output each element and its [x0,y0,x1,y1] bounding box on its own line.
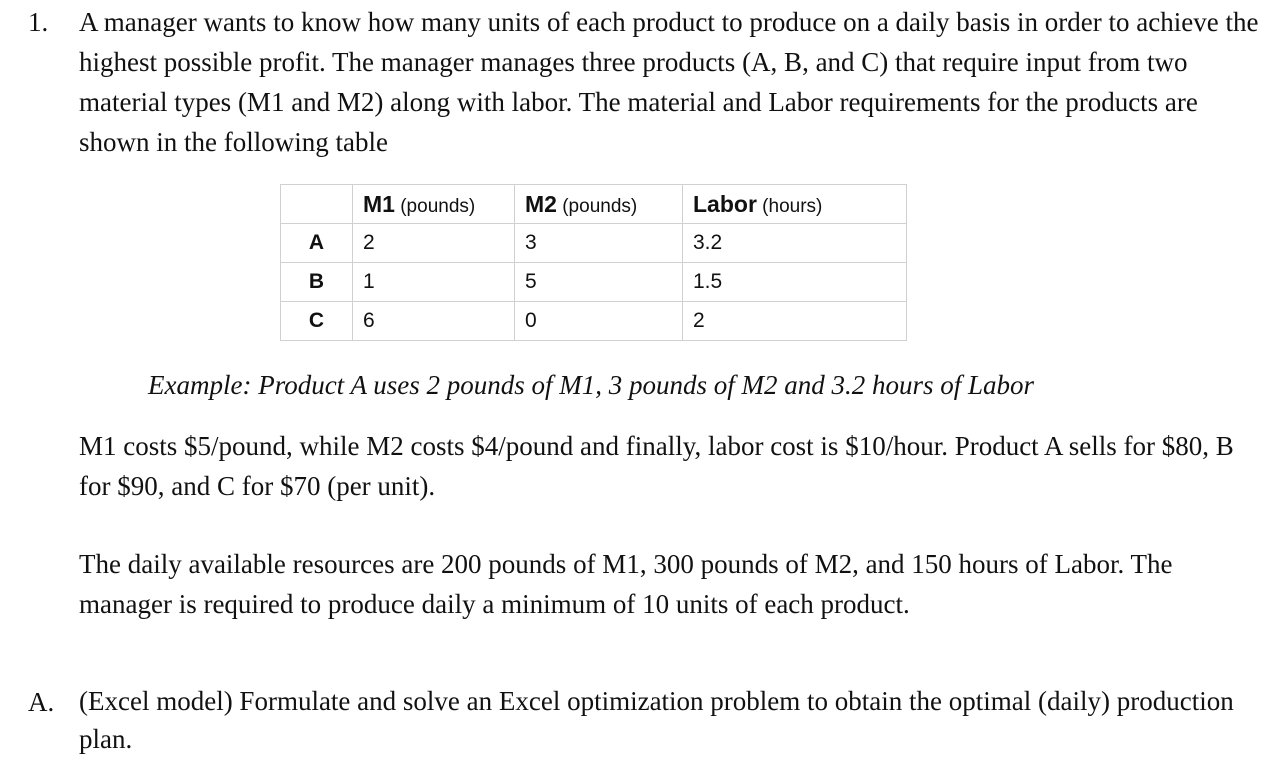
header-m1 [353,185,515,224]
part-a-label: A. [28,687,55,717]
question-intro: A manager wants to know how many units of each product to produce on a daily basis in order to achieve the highest possible profit. The manager manages three products (A, B, and C) that require input from two material types (M1 and M2) along with labor. The material and Labor requirements for the products are shown in the following table [79,7,1259,157]
cell-labor: 2 [683,302,907,341]
cell-m1: 1 [353,263,515,302]
resources-paragraph: The daily available resources are 200 pounds of M1, 300 pounds of M2, and 150 hours of Labor. The manager is required to produce daily a minimum of 10 units of each product. [79,549,1173,619]
cell-labor: 3.2 [683,224,907,263]
header-labor [683,185,907,224]
cell-labor: 1.5 [683,263,907,302]
header-m1-label: M1 [363,190,395,217]
costs-paragraph: M1 costs $5/pound, while M2 costs $4/pound and finally, labor cost is $10/hour. Product A sells for $80, B for $90, and C for $70 (per unit). [79,431,1234,501]
cell-m2: 5 [515,263,683,302]
row-label: C [281,302,353,341]
cell-m2: 3 [515,224,683,263]
requirements-table [280,184,907,341]
table-row [281,224,907,263]
table-header-row [281,185,907,224]
header-m1-unit: (pounds) [394,195,476,217]
part-a-text: (Excel model) Formulate and solve an Excel optimization problem to obtain the optimal (daily) production plan. [79,686,1234,754]
header-m2 [515,185,683,224]
header-m2-label: M2 [525,190,557,217]
row-label: B [281,263,353,302]
example-text: Example: Product A uses 2 pounds of M1, 3 pounds of M2 and 3.2 hours of Labor [148,370,1034,400]
header-m2-unit: (pounds) [556,195,638,217]
header-labor-label: Labor [693,190,757,217]
table-row [281,263,907,302]
cell-m1: 6 [353,302,515,341]
header-labor-unit: (hours) [756,195,823,217]
table-row [281,302,907,341]
cell-m2: 0 [515,302,683,341]
row-label: A [281,224,353,263]
header-empty-cell [281,185,353,224]
question-number: 1. [28,7,49,37]
cell-m1: 2 [353,224,515,263]
